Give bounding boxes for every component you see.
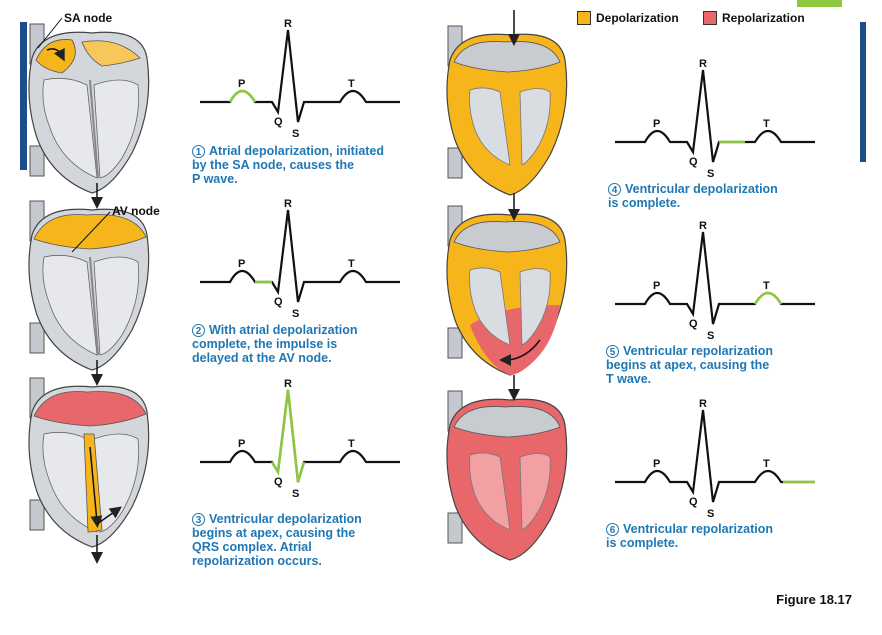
step-6-line-1: Ventricular repolarization [623, 522, 774, 536]
step-5-caption [606, 344, 773, 386]
heart-step-1 [29, 24, 149, 193]
step-2-number: 2 [192, 324, 205, 337]
ecg-5-r-label: R [699, 220, 707, 232]
figure-label: Figure 18.17 [776, 592, 852, 607]
ecg-5-q-label: Q [689, 318, 698, 330]
ecg-4-r-label: R [699, 58, 707, 70]
ecg-6-q-label: Q [689, 496, 698, 508]
ecg-3-q-label: Q [274, 476, 283, 488]
step-1-line-3: P wave. [192, 172, 238, 186]
step-5-line-2: begins at apex, causing the [606, 358, 770, 372]
step-2-line-2: complete, the impulse is [192, 337, 338, 351]
step-2-line-1: With atrial depolarization [209, 323, 358, 337]
legend-depolarization-label: Depolarization [596, 11, 679, 25]
step-4-number: 4 [608, 183, 621, 196]
heart-step-3 [29, 378, 149, 547]
step-1-line-2: by the SA node, causes the [192, 158, 355, 172]
step-6-line-2: is complete. [606, 536, 679, 550]
step-1-line-1: Atrial depolarization, initiated [209, 144, 385, 158]
step-1-caption [192, 144, 384, 186]
ecg-2-q-label: Q [274, 296, 283, 308]
ecg-5-s-label: S [707, 330, 715, 342]
ecg-4-p-label: P [653, 118, 661, 130]
sa-node-label: SA node [64, 11, 113, 25]
step-3-line-4: repolarization occurs. [192, 554, 322, 568]
step-5-number: 5 [606, 345, 619, 358]
step-4-line-2: is complete. [608, 196, 681, 210]
ecg-2-p-label: P [238, 258, 246, 270]
step-4-line-1: Ventricular depolarization [625, 182, 778, 196]
ecg-3-r-label: R [284, 378, 292, 390]
step-5-line-1: Ventricular repolarization [623, 344, 774, 358]
ecg-4-q-label: Q [689, 156, 698, 168]
ecg-trace-2 [200, 210, 400, 302]
step-6-number: 6 [606, 523, 619, 536]
legend-repolarization-label: Repolarization [722, 11, 805, 25]
heart-step-2 [29, 201, 149, 370]
step-4-caption [608, 182, 778, 210]
heart-step-5 [447, 206, 567, 375]
step-3-caption [192, 512, 362, 568]
step-2-line-3: delayed at the AV node. [192, 351, 332, 365]
ecg-6-p-label: P [653, 458, 661, 470]
step-1-number: 1 [192, 145, 205, 158]
ecg-2-r-label: R [284, 198, 292, 210]
ecg-6-t-label: T [763, 458, 770, 470]
ecg-1-r-label: R [284, 18, 292, 30]
step-6-caption [606, 522, 773, 550]
ecg-1-s-label: S [292, 128, 300, 140]
ecg-6-s-label: S [707, 508, 715, 520]
step-3-line-1: Ventricular depolarization [209, 512, 362, 526]
ecg-2-t-label: T [348, 258, 355, 270]
ecg-2-s-label: S [292, 308, 300, 320]
heart-step-4 [447, 26, 567, 195]
ecg-trace-5 [615, 232, 815, 324]
ecg-1-t-label: T [348, 78, 355, 90]
ecg-1-p-label: P [238, 78, 246, 90]
ecg-trace-6 [615, 410, 815, 502]
ecg-trace-1 [200, 30, 400, 122]
ecg-4-s-label: S [707, 168, 715, 180]
ecg-3-t-label: T [348, 438, 355, 450]
av-node-label: AV node [112, 204, 160, 218]
ecg-trace-4 [615, 70, 815, 162]
ecg-3-s-label: S [292, 488, 300, 500]
step-3-number: 3 [192, 513, 205, 526]
ecg-5-t-label: T [763, 280, 770, 292]
ecg-1-q-label: Q [274, 116, 283, 128]
ecg-6-r-label: R [699, 398, 707, 410]
step-5-line-3: T wave. [606, 372, 652, 386]
step-3-line-3: QRS complex. Atrial [192, 540, 312, 554]
ecg-5-p-label: P [653, 280, 661, 292]
ecg-3-p-label: P [238, 438, 246, 450]
ecg-4-t-label: T [763, 118, 770, 130]
step-3-line-2: begins at apex, causing the [192, 526, 356, 540]
step-2-caption [192, 323, 358, 365]
ecg-trace-3 [200, 390, 400, 482]
heart-step-6 [447, 391, 567, 560]
